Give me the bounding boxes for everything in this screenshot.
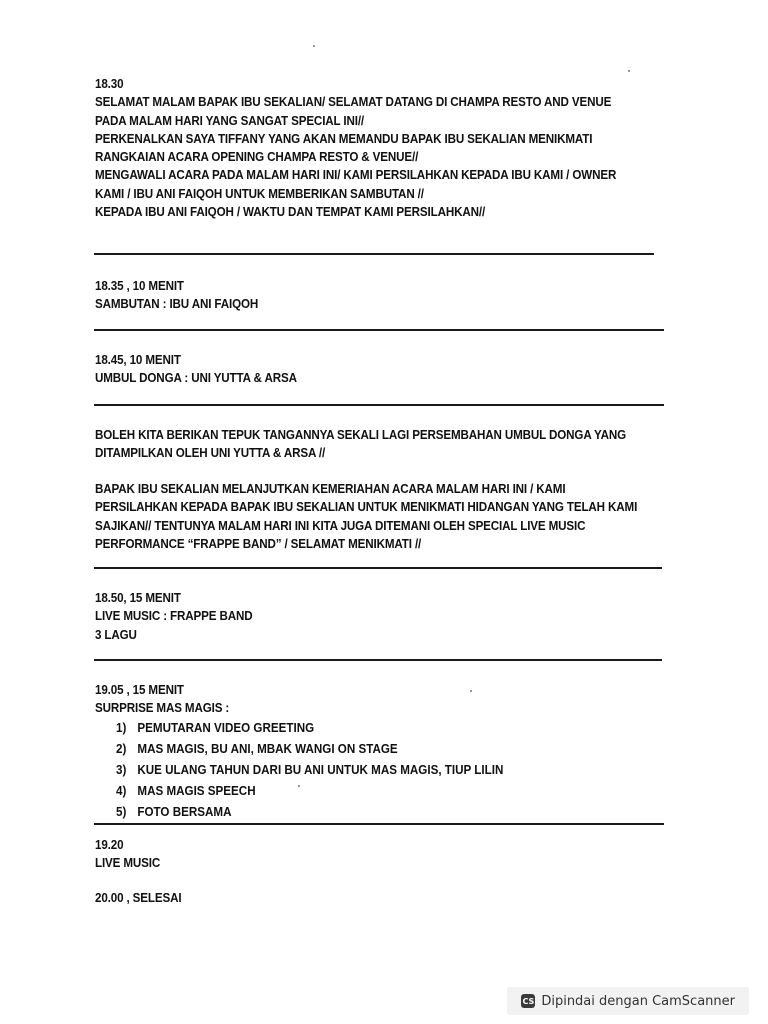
divider — [94, 404, 664, 406]
section-opening — [95, 75, 675, 221]
section-sambutan — [95, 277, 675, 314]
time-heading: 18.30 — [95, 77, 124, 91]
time-heading: 18.50, 15 MENIT — [95, 591, 181, 605]
scan-speck — [470, 690, 472, 692]
agenda-line: LIVE MUSIC : FRAPPE BAND — [95, 609, 253, 624]
agenda-line: 3 LAGU — [95, 627, 137, 642]
section-umbul-donga — [95, 351, 675, 388]
section-applause — [95, 426, 675, 463]
scan-speck — [313, 45, 315, 47]
section-live-music-2 — [95, 836, 675, 873]
divider — [94, 659, 662, 661]
divider — [94, 823, 664, 825]
script-line: RANGKAIAN ACARA OPENING CHAMPA RESTO & VENUE// — [95, 150, 419, 165]
script-line: SELAMAT MALAM BAPAK IBU SEKALIAN/ SELAMAT DATANG DI CHAMPA RESTO AND VENUE — [95, 95, 612, 110]
script-line: KEPADA IBU ANI FAIQOH / WAKTU DAN TEMPAT KAMI PERSILAHKAN// — [95, 205, 486, 220]
script-line: PERSILAHKAN KEPADA BAPAK IBU SEKALIAN UNTUK MENIKMATI HIDANGAN YANG TELAH KAMI — [95, 500, 638, 515]
watermark-text: Dipindai dengan CamScanner — [541, 993, 735, 1009]
list-item: 5) FOTO BERSAMA — [116, 804, 232, 819]
list-item: 4) MAS MAGIS SPEECH — [116, 783, 256, 798]
script-line: BAPAK IBU SEKALIAN MELANJUTKAN KEMERIAHAN ACARA MALAM HARI INI / KAMI — [95, 482, 566, 496]
divider — [94, 567, 662, 569]
script-line: PADA MALAM HARI YANG SANGAT SPECIAL INI// — [95, 113, 365, 128]
divider — [94, 253, 654, 255]
divider — [94, 329, 664, 331]
time-heading: 19.05 , 15 MENIT — [95, 683, 184, 697]
time-heading: 20.00 , SELESAI — [95, 891, 182, 905]
list-item: 2) MAS MAGIS, BU ANI, MBAK WANGI ON STAGE — [116, 741, 398, 756]
time-heading: 18.35 , 10 MENIT — [95, 279, 184, 293]
scan-speck — [298, 785, 300, 787]
script-line: MENGAWALI ACARA PADA MALAM HARI INI/ KAMI PERSILAHKAN KEPADA IBU KAMI / OWNER — [95, 168, 617, 183]
scan-speck — [628, 70, 630, 72]
agenda-line: UMBUL DONGA : UNI YUTTA & ARSA — [95, 371, 297, 386]
script-line: DITAMPILKAN OLEH UNI YUTTA & ARSA // — [95, 446, 326, 461]
camscanner-icon: CS — [521, 994, 535, 1008]
section-closing — [95, 889, 675, 907]
section-dinner — [95, 480, 675, 553]
camscanner-watermark — [507, 987, 749, 1015]
script-line: KAMI / IBU ANI FAIQOH UNTUK MEMBERIKAN SAMBUTAN // — [95, 186, 424, 201]
script-line: PERKENALKAN SAYA TIFFANY YANG AKAN MEMANDU BAPAK IBU SEKALIAN MENIKMATI — [95, 131, 593, 146]
surprise-list — [95, 718, 675, 823]
section-live-music — [95, 589, 675, 644]
time-heading: 18.45, 10 MENIT — [95, 353, 181, 367]
agenda-line: SURPRISE MAS MAGIS : — [95, 701, 230, 716]
agenda-line: LIVE MUSIC — [95, 856, 161, 871]
list-item: 1) PEMUTARAN VIDEO GREETING — [116, 720, 315, 735]
script-line: SAJIKAN// TENTUNYA MALAM HARI INI KITA JUGA DITEMANI OLEH SPECIAL LIVE MUSIC — [95, 518, 586, 533]
list-item: 3) KUE ULANG TAHUN DARI BU ANI UNTUK MAS MAGIS, TIUP LILIN — [116, 762, 504, 777]
time-heading: 19.20 — [95, 838, 124, 852]
section-surprise — [95, 681, 675, 823]
script-line: PERFORMANCE “FRAPPE BAND” / SELAMAT MENIKMATI // — [95, 536, 422, 551]
script-line: BOLEH KITA BERIKAN TEPUK TANGANNYA SEKALI LAGI PERSEMBAHAN UMBUL DONGA YANG — [95, 428, 627, 442]
agenda-line: SAMBUTAN : IBU ANI FAIQOH — [95, 297, 259, 312]
